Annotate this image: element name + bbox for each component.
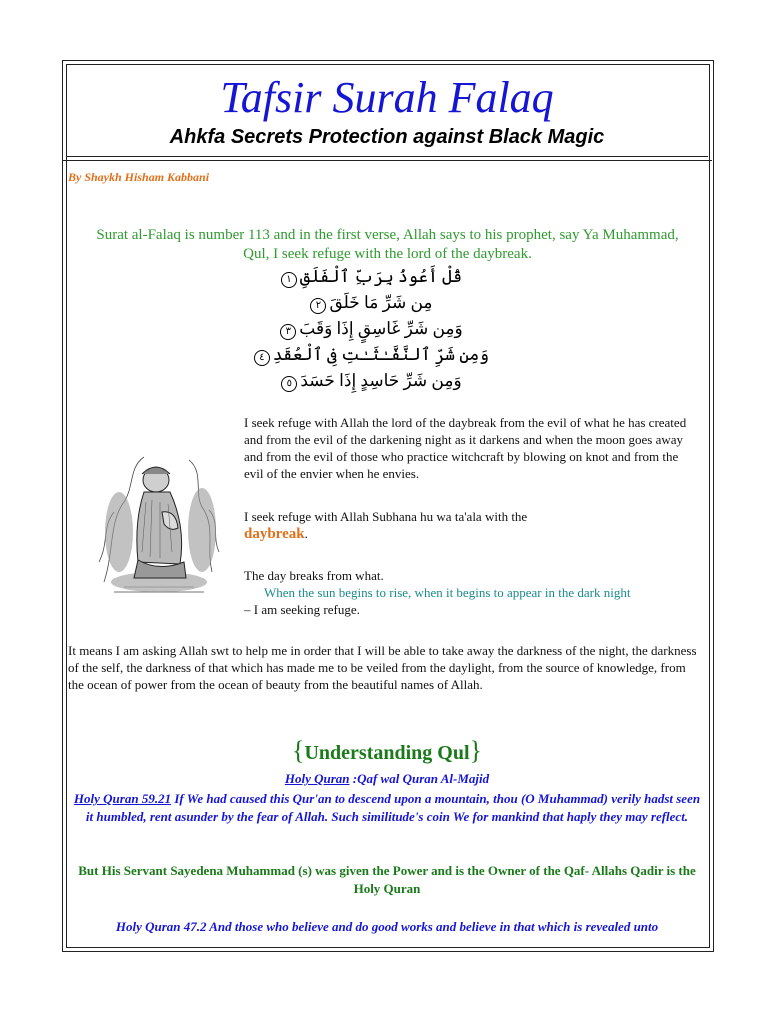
page-title: Tafsir Surah Falaq: [220, 73, 554, 122]
arabic-verse-5-text: وَمِن شَرِّ حَاسِدٍ إِذَا حَسَدَ: [300, 371, 462, 390]
arabic-verse-3-text: وَمِن شَرِّ غَاسِقٍ إِذَا وَقَبَ: [299, 319, 463, 338]
arabic-verse-5: [250, 370, 490, 392]
verse-5921-paragraph: [70, 790, 704, 826]
verse-5921-link[interactable]: Holy Quran 59.21: [73, 791, 172, 806]
day-breaks-paragraph: [244, 567, 704, 618]
header-divider-outer: [62, 160, 712, 161]
refuge-paragraph: [244, 508, 699, 543]
section-heading: [66, 738, 708, 766]
header-divider: [66, 156, 708, 157]
verse-number-5: ٥: [281, 376, 297, 392]
brace-close: }: [469, 736, 483, 765]
verse-number-4: ٤: [254, 350, 270, 366]
quran-reference-line: [66, 770, 708, 788]
refuge-text: I seek refuge with Allah Subhana hu wa ta'ala with the: [244, 509, 528, 524]
daybreak-word: daybreak: [244, 526, 305, 542]
praying-figure-illustration: [94, 432, 224, 600]
verse-number-2: ٢: [310, 298, 326, 314]
holy-quran-link[interactable]: Holy Quran: [284, 771, 350, 786]
arabic-verse-1: [250, 266, 490, 288]
daybreak-period: .: [304, 526, 308, 541]
sun-rise-line: When the sun begins to rise, when it begins to appear in the dark night: [264, 585, 631, 600]
arabic-verse-4-text: وَمِن شَرِّ ٱلنَّفَّـٰثَـٰتِ فِى ٱلْعُقَدِ: [272, 345, 490, 364]
quran-reference-rest: :Qaf wal Quran Al-Majid: [349, 771, 490, 786]
author-byline: By Shaykh Hisham Kabbani: [68, 170, 210, 184]
translation-paragraph: I seek refuge with Allah the lord of the daybreak from the evil of what he has created and from the evil of the darkening night as it darkens and when the moon goes away and from the evil of those who practice witchcraft by blowing on knot and from the evil of the envier when he envies.: [244, 415, 687, 481]
verse-5921-text: If We had caused this Qur'an to descend upon a mountain, thou (O Muhammad) verily hadst seen it humbled, rent asunder by the fear of Allah. Such similitude's coin We for mankind that haply they may reflect.: [85, 791, 701, 824]
arabic-verse-2-text: مِن شَرِّ مَا خَلَقَ: [329, 293, 433, 312]
verse-number-3: ٣: [280, 324, 296, 340]
intro-paragraph: Surat al-Falaq is number 113 and in the first verse, Allah says to his prophet, say Ya Muhammad, Qul, I seek refuge with the lord of the daybreak.: [96, 227, 679, 262]
page-subtitle: Ahkfa Secrets Protection against Black Magic: [169, 126, 605, 148]
arabic-verse-1-text: قُلْ أَعُوذُ بِرَبِّ ٱلْفَلَقِ: [299, 267, 463, 286]
verse-number-1: ١: [281, 272, 297, 288]
brace-open: {: [291, 736, 305, 765]
arabic-verse-4: [250, 344, 490, 366]
seeking-refuge-line: – I am seeking refuge.: [244, 602, 360, 617]
day-breaks-line: The day breaks from what.: [244, 568, 384, 583]
verse-472-paragraph: Holy Quran 47.2 And those who believe and do good works and believe in that which is revealed unto: [115, 919, 659, 934]
servant-paragraph: But His Servant Sayedena Muhammad (s) was given the Power and is the Owner of the Qaf- Allahs Qadir is the Holy Quran: [78, 863, 696, 896]
meaning-paragraph: It means I am asking Allah swt to help me in order that I will be able to take away the darkness of the night, the darkness of the self, the darkness of that which has made me to be veiled from the daylight, from the source of knowledge, from the ocean of power from the ocean of beauty from the beautiful names of Allah.: [68, 643, 697, 692]
arabic-verse-2: [250, 292, 490, 314]
section-heading-text: Understanding Qul: [304, 742, 470, 764]
arabic-verse-3: [250, 318, 490, 340]
